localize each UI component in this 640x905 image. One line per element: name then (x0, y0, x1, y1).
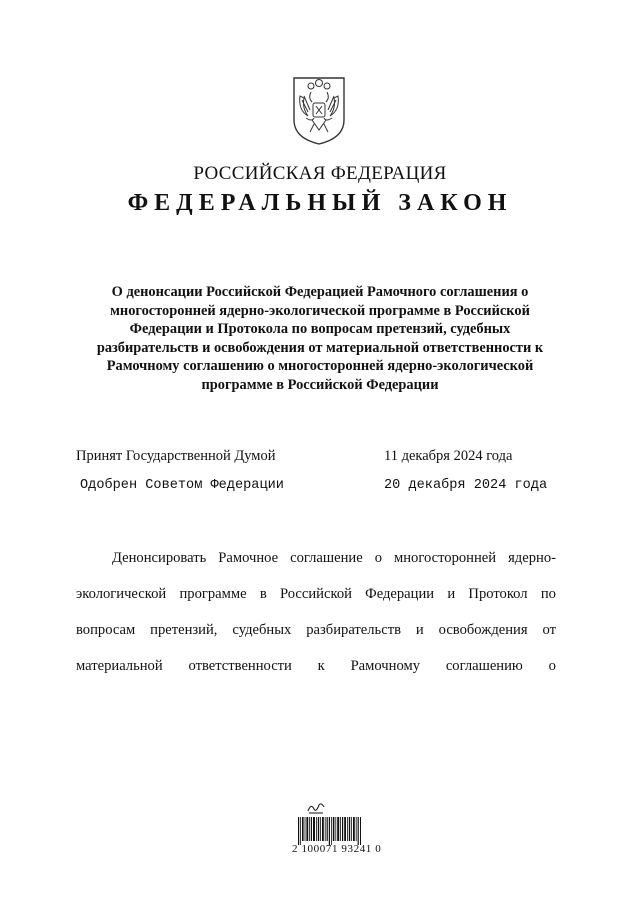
duma-adoption-date: 11 декабря 2024 года (384, 448, 513, 464)
council-approval-date: 20 декабря 2024 года (384, 478, 548, 493)
handwritten-mark-icon (306, 801, 326, 815)
body-word: Протокол (468, 586, 528, 602)
body-word: ядерно- (508, 550, 556, 566)
body-word: соглашению (445, 658, 523, 674)
law-type-heading: ФЕДЕРАЛЬНЫЙ ЗАКОН (127, 190, 513, 216)
body-word: по (540, 586, 556, 602)
law-title-line: О денонсации Российской Федерацией Рамочного соглашения о (111, 284, 529, 300)
body-word: разбирательств (306, 622, 401, 638)
barcode-number: 2 100071 93241 0 (292, 843, 382, 855)
body-word: Федерации (365, 586, 435, 602)
body-word: освобождения (438, 622, 528, 638)
body-line (112, 550, 556, 567)
country-heading: РОССИЙСКАЯ ФЕДЕРАЦИЯ (193, 163, 447, 184)
body-word: Рамочному (350, 658, 421, 674)
law-title-line: многосторонней ядерно-экологической программе в Российской (110, 302, 530, 319)
body-word: ответственности (188, 658, 292, 674)
body-word: Российской (280, 586, 352, 602)
duma-adoption-label: Принят Государственной Думой (76, 448, 276, 464)
law-title-line: Федерации и Протокола по вопросам претензий, судебных (129, 321, 511, 337)
law-title (78, 283, 562, 394)
body-word: от (542, 622, 556, 638)
law-title-line: Рамочному соглашению о многосторонней ядерно-экологической (106, 358, 534, 374)
law-title-line: программе в Российской Федерации (201, 376, 439, 393)
body-word: в (259, 586, 267, 602)
body-word: к (317, 658, 325, 674)
body-line (76, 622, 556, 639)
body-word: судебных (232, 622, 292, 638)
coat-of-arms-icon (288, 72, 350, 146)
body-word: экологической (76, 586, 167, 602)
body-line (76, 586, 556, 603)
body-line (76, 658, 556, 675)
body-word: Денонсировать (112, 550, 207, 566)
body-word: о (548, 658, 556, 674)
barcode-icon (298, 817, 362, 845)
body-word: материальной (76, 658, 163, 674)
body-word: о (374, 550, 382, 566)
body-word: многосторонней (394, 550, 497, 566)
body-word: претензий, (150, 622, 218, 638)
council-approval-label: Одобрен Советом Федерации (80, 478, 284, 493)
body-word: Рамочное (218, 550, 279, 566)
body-word: и (447, 586, 456, 602)
body-word: вопросам (76, 622, 136, 638)
body-word: программе (179, 586, 247, 602)
law-title-line: разбирательств и освобождения от материальной ответственности к (96, 339, 544, 356)
body-word: и (415, 622, 424, 638)
body-word: соглашение (290, 550, 363, 566)
